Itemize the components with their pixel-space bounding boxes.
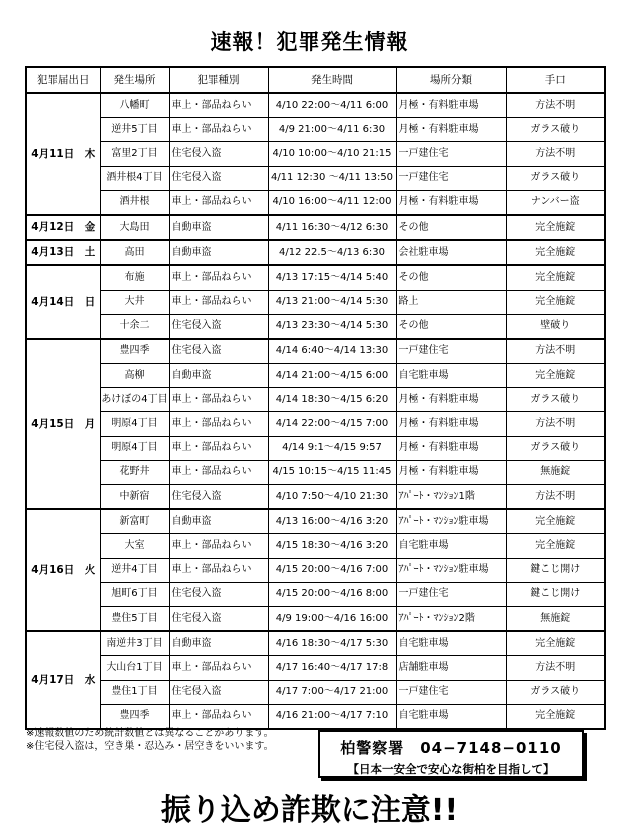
method-cell: 完全施錠: [506, 364, 605, 388]
method-cell: ガラス破り: [506, 388, 605, 412]
table-row: [26, 704, 605, 729]
crime-type-cell: 住宅侵入盗: [169, 606, 268, 631]
table-row: [26, 142, 605, 166]
location-category-cell: ｱﾊﾟｰﾄ・ﾏﾝｼｮﾝ駐車場: [396, 509, 506, 534]
location-category-cell: 自宅駐車場: [396, 704, 506, 729]
location-category-cell: ｱﾊﾟｰﾄ・ﾏﾝｼｮﾝ駐車場: [396, 558, 506, 582]
place-cell: 豊住5丁目: [100, 606, 169, 631]
method-cell: 完全施錠: [506, 704, 605, 729]
crime-type-cell: 住宅侵入盗: [169, 142, 268, 166]
time-cell: 4/9 19:00～4/16 16:00: [268, 606, 396, 631]
page-title: 速報！犯罪発生情報: [210, 30, 409, 54]
crime-type-cell: 車上・部品ねらい: [169, 436, 268, 460]
location-category-cell: 月極・有料駐車場: [396, 388, 506, 412]
method-cell: 完全施錠: [506, 631, 605, 656]
location-category-cell: ｱﾊﾟｰﾄ・ﾏﾝｼｮﾝ1階: [396, 485, 506, 510]
method-cell: 鍵こじ開け: [506, 558, 605, 582]
time-cell: 4/16 21:00～4/17 7:10: [268, 704, 396, 729]
report-date-cell: 4月17日 水: [26, 631, 100, 729]
report-date-cell: 4月14日 日: [26, 265, 100, 339]
method-cell: 完全施錠: [506, 265, 605, 290]
method-cell: 完全施錠: [506, 215, 605, 240]
place-cell: 酒井根: [100, 190, 169, 215]
method-cell: 方法不明: [506, 656, 605, 680]
location-category-cell: 会社駐車場: [396, 240, 506, 265]
time-cell: 4/13 23:30～4/14 5:30: [268, 314, 396, 339]
place-cell: 中新宿: [100, 485, 169, 510]
location-category-cell: 一戸建住宅: [396, 166, 506, 190]
method-cell: 方法不明: [506, 412, 605, 436]
method-cell: 方法不明: [506, 142, 605, 166]
date-group: [26, 339, 605, 509]
location-category-cell: 月極・有料駐車場: [396, 436, 506, 460]
crime-type-cell: 住宅侵入盗: [169, 314, 268, 339]
report-date-cell: 4月11日 木: [26, 93, 100, 215]
method-cell: 壁破り: [506, 314, 605, 339]
method-cell: 方法不明: [506, 93, 605, 118]
report-date-cell: 4月15日 月: [26, 339, 100, 509]
crime-type-cell: 自動車盗: [169, 215, 268, 240]
method-cell: ガラス破り: [506, 680, 605, 704]
method-cell: ガラス破り: [506, 166, 605, 190]
crime-type-cell: 車上・部品ねらい: [169, 388, 268, 412]
crime-type-cell: 自動車盗: [169, 240, 268, 265]
crime-type-cell: 車上・部品ねらい: [169, 558, 268, 582]
crime-type-cell: 車上・部品ねらい: [169, 290, 268, 314]
report-date-cell: 4月13日 土: [26, 240, 100, 265]
table-row: [26, 339, 605, 364]
location-category-cell: 一戸建住宅: [396, 339, 506, 364]
crime-type-cell: 自動車盗: [169, 364, 268, 388]
place-cell: 豊四季: [100, 339, 169, 364]
place-cell: 花野井: [100, 460, 169, 484]
table-row: [26, 534, 605, 558]
table-row: [26, 436, 605, 460]
table-row: [26, 190, 605, 215]
crime-type-cell: 車上・部品ねらい: [169, 118, 268, 142]
method-cell: 方法不明: [506, 339, 605, 364]
time-cell: 4/13 21:00～4/14 5:30: [268, 290, 396, 314]
date-group: [26, 93, 605, 215]
crime-type-cell: 車上・部品ねらい: [169, 265, 268, 290]
time-cell: 4/16 18:30～4/17 5:30: [268, 631, 396, 656]
place-cell: 明原4丁目: [100, 412, 169, 436]
method-cell: 完全施錠: [506, 290, 605, 314]
table-row: [26, 314, 605, 339]
location-category-cell: 一戸建住宅: [396, 582, 506, 606]
table-row: [26, 93, 605, 118]
place-cell: 富里2丁目: [100, 142, 169, 166]
police-contact-box: [318, 730, 584, 778]
location-category-cell: 一戸建住宅: [396, 680, 506, 704]
crime-type-cell: 住宅侵入盗: [169, 166, 268, 190]
table-row: [26, 460, 605, 484]
time-cell: 4/14 18:30～4/15 6:20: [268, 388, 396, 412]
table-row: [26, 166, 605, 190]
method-cell: 無施錠: [506, 606, 605, 631]
time-cell: 4/11 16:30～4/12 6:30: [268, 215, 396, 240]
location-category-cell: 月極・有料駐車場: [396, 118, 506, 142]
report-date-cell: 4月12日 金: [26, 215, 100, 240]
crime-type-cell: 車上・部品ねらい: [169, 190, 268, 215]
location-category-cell: その他: [396, 265, 506, 290]
crime-type-cell: 車上・部品ねらい: [169, 460, 268, 484]
crime-type-cell: 住宅侵入盗: [169, 339, 268, 364]
note-statistics: ※速報数値のため統計数値とは異なることがあります。: [26, 728, 274, 739]
time-cell: 4/14 22:00～4/15 7:00: [268, 412, 396, 436]
place-cell: 逆井4丁目: [100, 558, 169, 582]
time-cell: 4/15 10:15～4/15 11:45: [268, 460, 396, 484]
time-cell: 4/10 22:00～4/11 6:00: [268, 93, 396, 118]
police-phone: 柏警察署 04−7148−0110: [340, 739, 562, 757]
place-cell: 豊四季: [100, 704, 169, 729]
location-category-cell: 自宅駐車場: [396, 631, 506, 656]
crime-type-cell: 車上・部品ねらい: [169, 93, 268, 118]
column-header: 場所分類: [396, 67, 506, 93]
location-category-cell: その他: [396, 215, 506, 240]
police-slogan: 【日本一安全で安心な街柏を目指して】: [347, 762, 555, 776]
date-group: [26, 240, 605, 265]
location-category-cell: ｱﾊﾟｰﾄ・ﾏﾝｼｮﾝ2階: [396, 606, 506, 631]
table-row: [26, 485, 605, 510]
time-cell: 4/10 7:50～4/10 21:30: [268, 485, 396, 510]
report-date-cell: 4月16日 火: [26, 509, 100, 631]
place-cell: 南逆井3丁目: [100, 631, 169, 656]
place-cell: 明原4丁目: [100, 436, 169, 460]
location-category-cell: その他: [396, 314, 506, 339]
time-cell: 4/13 17:15～4/14 5:40: [268, 265, 396, 290]
time-cell: 4/9 21:00～4/11 6:30: [268, 118, 396, 142]
method-cell: 完全施錠: [506, 240, 605, 265]
time-cell: 4/14 6:40～4/14 13:30: [268, 339, 396, 364]
crime-table: [25, 66, 606, 730]
place-cell: 豊住1丁目: [100, 680, 169, 704]
place-cell: 逆井5丁目: [100, 118, 169, 142]
method-cell: 方法不明: [506, 485, 605, 510]
table-row: [26, 290, 605, 314]
time-cell: 4/15 20:00～4/16 7:00: [268, 558, 396, 582]
time-cell: 4/17 16:40～4/17 17:8: [268, 656, 396, 680]
crime-type-cell: 車上・部品ねらい: [169, 656, 268, 680]
time-cell: 4/12 22.5～4/13 6:30: [268, 240, 396, 265]
column-header: 発生場所: [100, 67, 169, 93]
location-category-cell: 月極・有料駐車場: [396, 412, 506, 436]
place-cell: 新富町: [100, 509, 169, 534]
location-category-cell: 自宅駐車場: [396, 364, 506, 388]
date-group: [26, 265, 605, 339]
table-row: [26, 240, 605, 265]
fraud-warning: 振り込め詐欺に注意!!: [160, 793, 459, 828]
place-cell: 大島田: [100, 215, 169, 240]
method-cell: 無施錠: [506, 460, 605, 484]
method-cell: 完全施錠: [506, 509, 605, 534]
time-cell: 4/15 20:00～4/16 8:00: [268, 582, 396, 606]
place-cell: 高柳: [100, 364, 169, 388]
table-header: [26, 67, 605, 93]
place-cell: 大山台1丁目: [100, 656, 169, 680]
location-category-cell: 路上: [396, 290, 506, 314]
place-cell: 旭町6丁目: [100, 582, 169, 606]
column-header: 犯罪種別: [169, 67, 268, 93]
time-cell: 4/14 9:1～4/15 9:57: [268, 436, 396, 460]
time-cell: 4/14 21:00～4/15 6:00: [268, 364, 396, 388]
column-header: 犯罪届出日: [26, 67, 100, 93]
place-cell: 酒井根4丁目: [100, 166, 169, 190]
crime-type-cell: 住宅侵入盗: [169, 485, 268, 510]
table-row: [26, 582, 605, 606]
crime-type-cell: 自動車盗: [169, 509, 268, 534]
location-category-cell: 店舗駐車場: [396, 656, 506, 680]
date-group: [26, 509, 605, 631]
location-category-cell: 自宅駐車場: [396, 534, 506, 558]
date-group: [26, 215, 605, 240]
column-header: 手口: [506, 67, 605, 93]
time-cell: 4/10 16:00～4/11 12:00: [268, 190, 396, 215]
crime-type-cell: 自動車盗: [169, 631, 268, 656]
time-cell: 4/15 18:30～4/16 3:20: [268, 534, 396, 558]
place-cell: 大井: [100, 290, 169, 314]
notes: [26, 727, 274, 753]
method-cell: 鍵こじ開け: [506, 582, 605, 606]
place-cell: 十余二: [100, 314, 169, 339]
place-cell: 八幡町: [100, 93, 169, 118]
place-cell: 高田: [100, 240, 169, 265]
crime-type-cell: 住宅侵入盗: [169, 582, 268, 606]
place-cell: あけぼの4丁目: [100, 388, 169, 412]
table-row: [26, 631, 605, 656]
method-cell: ナンバー盗: [506, 190, 605, 215]
crime-type-cell: 車上・部品ねらい: [169, 704, 268, 729]
note-burglary-definition: ※住宅侵入盗は，空き巣・忍込み・居空きをいいます。: [26, 741, 274, 752]
table-row: [26, 509, 605, 534]
place-cell: 大室: [100, 534, 169, 558]
table-row: [26, 656, 605, 680]
method-cell: ガラス破り: [506, 118, 605, 142]
table-row: [26, 680, 605, 704]
location-category-cell: 一戸建住宅: [396, 142, 506, 166]
method-cell: 完全施錠: [506, 534, 605, 558]
table-row: [26, 558, 605, 582]
location-category-cell: 月極・有料駐車場: [396, 190, 506, 215]
crime-type-cell: 車上・部品ねらい: [169, 412, 268, 436]
table-row: [26, 412, 605, 436]
table-row: [26, 388, 605, 412]
table-row: [26, 606, 605, 631]
time-cell: 4/11 12:30 ～4/11 13:50: [268, 166, 396, 190]
column-header: 発生時間: [268, 67, 396, 93]
crime-type-cell: 住宅侵入盗: [169, 680, 268, 704]
time-cell: 4/17 7:00～4/17 21:00: [268, 680, 396, 704]
method-cell: ガラス破り: [506, 436, 605, 460]
location-category-cell: 月極・有料駐車場: [396, 93, 506, 118]
time-cell: 4/13 16:00～4/16 3:20: [268, 509, 396, 534]
location-category-cell: 月極・有料駐車場: [396, 460, 506, 484]
table-row: [26, 364, 605, 388]
table-row: [26, 118, 605, 142]
crime-type-cell: 車上・部品ねらい: [169, 534, 268, 558]
place-cell: 布施: [100, 265, 169, 290]
table-row: [26, 215, 605, 240]
time-cell: 4/10 10:00～4/10 21:15: [268, 142, 396, 166]
date-group: [26, 631, 605, 729]
table-row: [26, 265, 605, 290]
